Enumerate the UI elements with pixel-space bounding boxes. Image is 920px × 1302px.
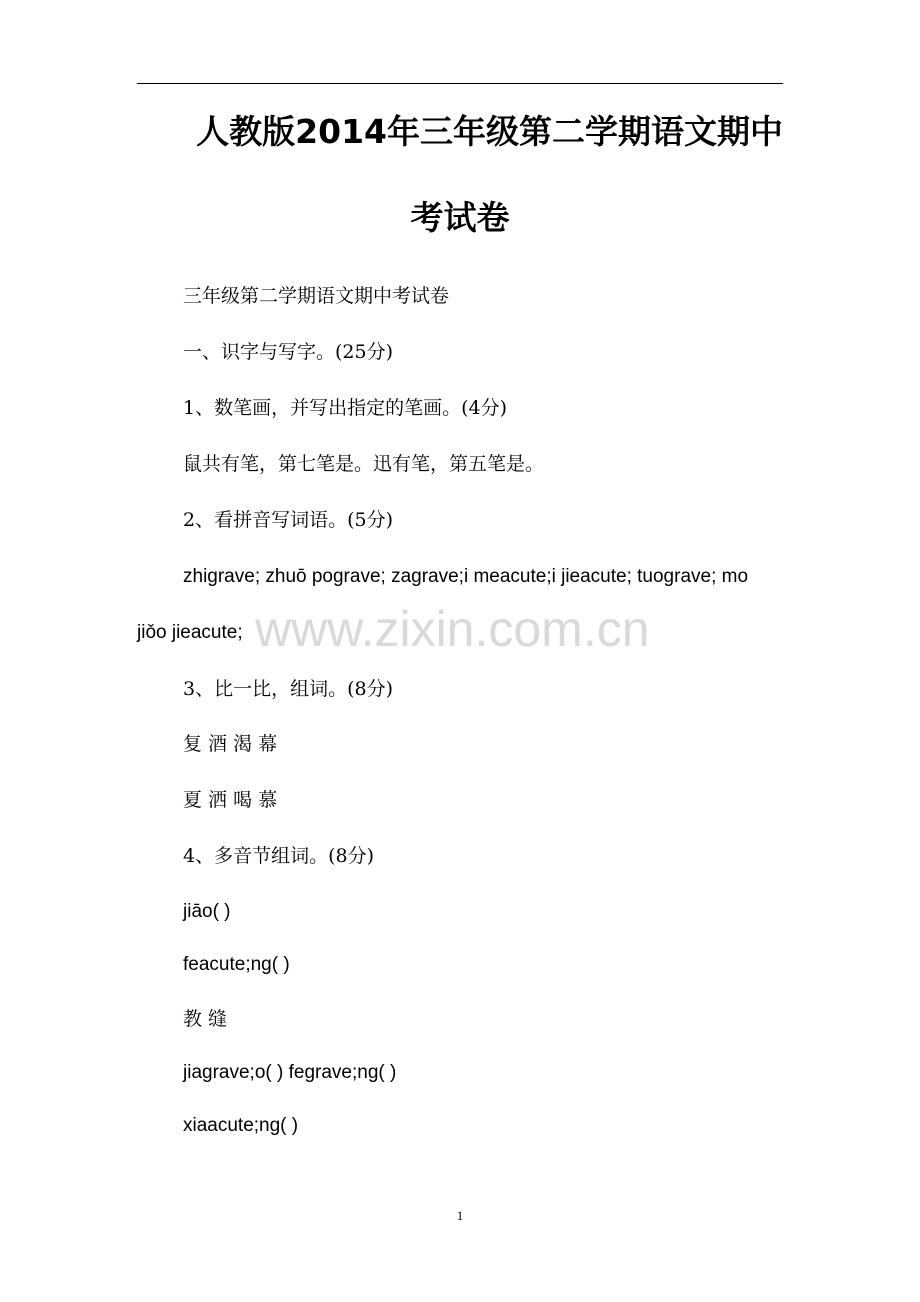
page-number: 1 [456,1208,464,1223]
question-1-content: 鼠共有笔，第七笔是。迅有笔，第五笔是。 [183,453,545,475]
watermark: www.zixin.com.cn [255,601,650,657]
polyphone-item-4: xiaacute;ng( ) [183,1115,299,1136]
pinyin-line-continued: jiǒo jieacute; [137,622,243,643]
header-rule [137,83,783,84]
question-3: 3、比一比，组词。(8分) [183,678,394,700]
polyphone-item-2: feacute;ng( ) [183,954,290,975]
section-heading-1: 一、识字与写字。(25分) [183,341,394,363]
document-title-line-1: 人教版2014年三年级第二学期语文期中 [196,112,783,151]
question-4: 4、多音节组词。(8分) [183,845,375,867]
compare-chars-row-2: 夏 洒 喝 慕 [183,789,278,811]
pinyin-line: zhigrave; zhuō pograve; zagrave;i meacute;i jieacute; tuograve; mo [183,566,749,587]
compare-chars-row-1: 复 酒 渴 幕 [183,733,278,755]
question-1: 1、数笔画，并写出指定的笔画。(4分) [183,397,508,419]
question-2: 2、看拼音写词语。(5分) [183,509,394,531]
subtitle-text: 三年级第二学期语文期中考试卷 [183,285,450,307]
polyphone-chars: 教 缝 [183,1008,228,1030]
polyphone-item-1: jiāo( ) [183,901,231,922]
document-title-line-2: 考试卷 [410,198,510,237]
polyphone-item-3: jiagrave;o( ) fegrave;ng( ) [183,1062,397,1083]
